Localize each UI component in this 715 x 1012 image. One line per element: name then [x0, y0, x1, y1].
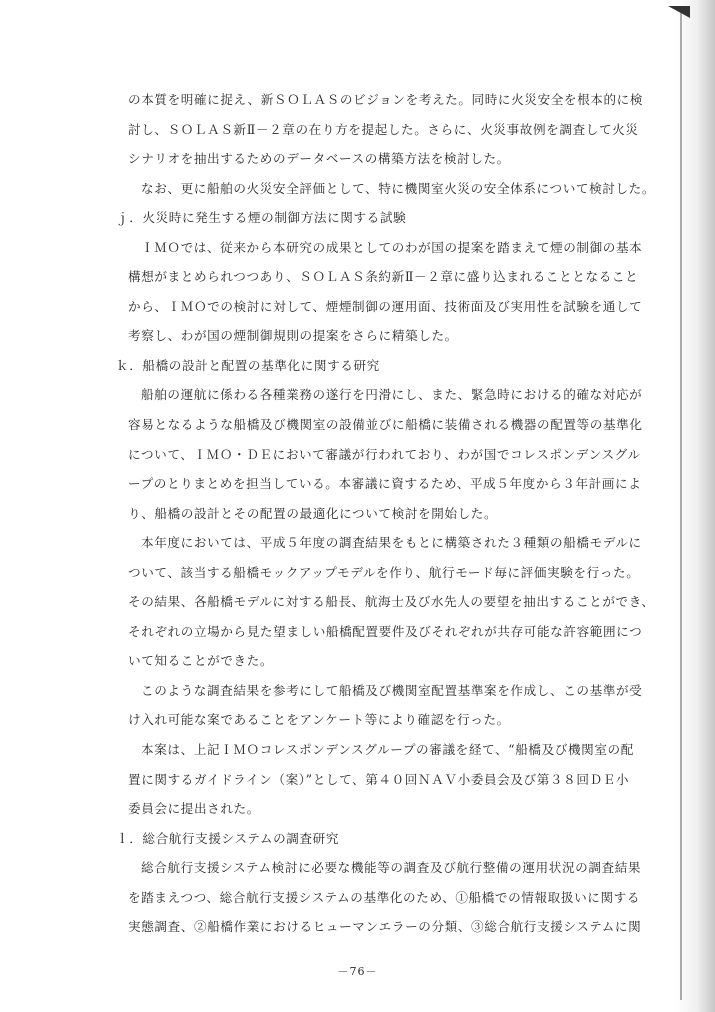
text-line: 討し、ＳＯＬＡＳ新Ⅱ－２章の在り方を提起した。さらに、火災事故例を調査して火災: [128, 122, 639, 137]
text-line: の本質を明確に捉え、新ＳＯＬＡＳのビジョンを考えた。同時に火災安全を根本的に検: [128, 92, 644, 107]
text-line: なお、更に船舶の火災安全評価として、特に機関室火災の安全体系について検討した。: [141, 181, 656, 196]
text-line: ープのとりまとめを担当している。本審議に資するため、平成５年度から３年計画によ: [128, 476, 642, 491]
text-line: 本案は、上記ＩＭＯコレスポンデンスグループの審議を経て、“船橋及び機関室の配: [141, 742, 634, 757]
text-line: け入れ可能な案であることをアンケート等により確認を行った。: [128, 712, 510, 727]
text-line: 総合航行支援システム検討に必要な機能等の調査及び航行整備の運用状況の調査結果: [141, 860, 642, 875]
section-heading-k: ｋ．船橋の設計と配置の基準化に関する研究: [116, 358, 380, 373]
text-line: いて知ることができた。: [128, 653, 274, 668]
corner-mark: [668, 6, 690, 18]
section-heading-j: ｊ．火災時に発生する煙の制御方法に関する試験: [116, 210, 407, 225]
text-line: 容易となるような船橋及び機関室の設備並びに船橋に装備される機器の配置等の基準化: [128, 417, 643, 432]
text-line: 本年度においては、平成５年度の調査結果をもとに構築された３種類の船橋モデルに: [141, 535, 642, 550]
text-line: 委員会に提出された。: [128, 801, 260, 816]
text-line: それぞれの立場から見た望ましい船橋配置要件及びそれぞれが共存可能な許容範囲につ: [128, 624, 643, 639]
binding-edge: [680, 10, 682, 1000]
text-line: 構想がまとめられつつあり、ＳＯＬＡＳ条約新Ⅱ－２章に盛り込まれることとなること: [128, 269, 639, 284]
text-line: 実態調査、②船橋作業におけるヒューマンエラーの分類、③総合航行支援システムに関: [128, 919, 642, 934]
text-line: シナリオを抽出するためのデータベースの構築方法を検討した。: [128, 151, 510, 166]
page-number: －76－: [337, 965, 378, 978]
text-line: り、船橋の設計とその配置の最適化について検討を開始した。: [128, 506, 498, 521]
text-line: 置に関するガイドライン（案）”として、第４０回ＮＡＶ小委員会及び第３８回ＤＥ小: [128, 772, 630, 787]
text-line: について、ＩＭＯ・ＤＥにおいて審議が行われており、わが国でコレスポンデンスグル: [128, 447, 641, 462]
section-heading-l: ｌ．総合航行支援システムの調査研究: [116, 831, 340, 846]
text-line: から、ＩＭＯでの検討に対して、煙煙制御の運用面、技術面及び実用性を試験を通して: [128, 299, 643, 314]
text-line: ＩＭＯでは、従来から本研究の成果としてのわが国の提案を踏まえて煙の制御の基本: [141, 240, 643, 255]
text-line: を踏まえつつ、総合航行支援システムの基準化のため、①船橋での情報取扱いに関する: [128, 890, 641, 905]
text-line: ついて、該当する船橋モックアップモデルを作り、航行モード毎に評価実験を行った。: [128, 565, 640, 580]
text-line: 船舶の運航に係わる各種業務の遂行を円滑にし、また、緊急時における的確な対応が: [141, 387, 643, 402]
text-line: その結果、各船橋モデルに対する船長、航海士及び水先人の要望を抽出することができ、: [128, 594, 655, 609]
text-line: このような調査結果を参考にして船橋及び機関室配置基準案を作成し、この基準が受: [141, 683, 643, 698]
text-line: 考察し、わが国の煙制御規則の提案をさらに精築した。: [128, 328, 458, 343]
